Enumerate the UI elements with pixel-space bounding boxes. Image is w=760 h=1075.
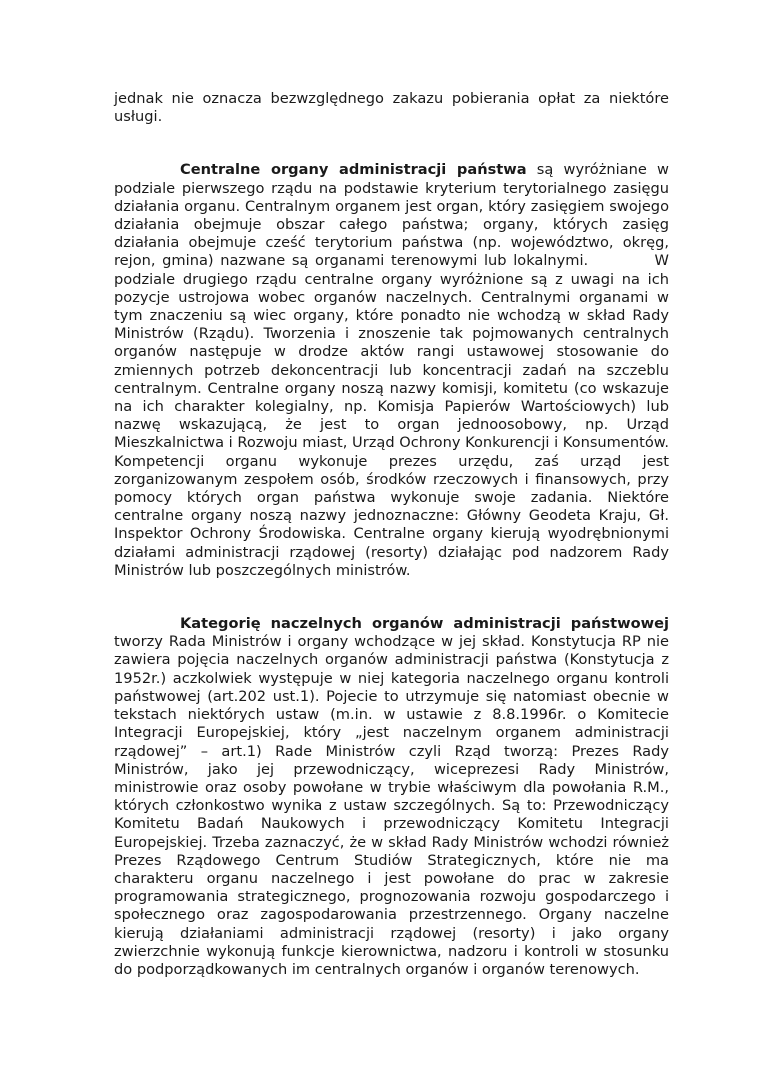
paragraph-central-organs	[114, 161, 674, 580]
paragraph-supreme-organs	[114, 615, 669, 979]
paragraph-continuation	[114, 90, 669, 126]
paragraph-gap	[114, 126, 669, 161]
paragraph-2-text: tworzy Rada Ministrów i organy wchodzące w jej skład. Konstytucja RP nie zawiera pojęcia naczelnych organów administracji państwa (Konstytucja z 1952r.) aczkolwiek występuje w niej kategoria naczelnego organu kontroli państwowej (art.202 ust.1). Pojecie to utrzymuje się natomiast obecnie w tekstach niektórych ustaw (m.in. w ustawie z 8.8.1996r. o Komitecie Integracji Europejskiej, który „jest naczelnym organem administracji rządowej” – art.1) Rade Ministrów czyli Rząd tworzą: Prezes Rady Ministrów, jako jej przewodniczący, wiceprezesi Rady Ministrów, ministrowie oraz osoby powołane w trybie właściwym dla powołania R.M., których członkostwo wynika z ustaw szczególnych. Są to: Przewodniczący Komitetu Badań Naukowych i przewodniczący Komitetu Integracji Europejskiej. Trzeba zaznaczyć, że w skład Rady Ministrów wchodzi również Prezes Rządowego Centrum Studiów Strategicznych, które nie ma charakteru organu naczelnego i jest powołane do prac w zakresie programowania strategicznego, prognozowania rozwoju gospodarczego i społecznego oraz zagospodarowania przestrzennego. Organy naczelne kierują działaniami administracji rządowej (resorty) i jako organy zwierzchnie wykonują funkcje kierownictwa, nadzoru i kontroli w stosunku do podporządkowanych im centralnych organów i organów terenowych.	[114, 633, 669, 978]
document-page	[114, 90, 674, 979]
paragraph-gap	[114, 580, 669, 615]
paragraph-1-text: są wyróżniane w podziale pierwszego rządu na podstawie kryterium terytorialnego zasięgu działania organu. Centralnym organem jest organ, który zasięgiem swojego działania obejmuje obszar całego państwa; organy, których zasięg działania obejmuje cześć terytorium państwa (np. województwo, okręg, rejon, gmina) nazwane są organami terenowymi lub lokalnymi. W podziale drugiego rządu centralne organy wyróżnione są z uwagi na ich pozycje ustrojowa wobec organów naczelnych. Centralnymi organami w tym znaczeniu są wiec organy, które ponadto nie wchodzą w skład Rady Ministrów (Rządu). Tworzenia i znoszenie tak pojmowanych centralnych organów następuje w drodze aktów rangi ustawowej stosowanie do zmiennych potrzeb dekoncentracji lub koncentracji zadań na szczeblu centralnym. Centralne organy noszą nazwy komisji, komitetu (co wskazuje na ich charakter kolegialny, np. Komisja Papierów Wartościowych) lub nazwę wskazującą, że jest to organ jednoosobowy, np. Urząd Mieszkalnictwa i Rozwoju miast, Urząd Ochrony Konkurencji i Konsumentów. Kompetencji organu wykonuje prezes urzędu, zaś urząd jest zorganizowanym zespołem osób, środków rzeczowych i finansowych, przy pomocy których organ państwa wykonuje swoje zadania. Niektóre centralne organy noszą nazwy jednoznaczne: Główny Geodeta Kraju, Gł. Inspektor Ochrony Środowiska. Centralne organy kierują wyodrębnionymi działami administracji rządowej (resorty) działając pod nadzorem Rady Ministrów lub poszczególnych ministrów.	[114, 161, 674, 579]
paragraph-2-lead: Kategorię naczelnych organów administracji państwowej	[180, 615, 669, 633]
paragraph-0-text: jednak nie oznacza bezwzględnego zakazu pobierania opłat za niektóre usługi.	[114, 90, 669, 126]
paragraph-1-lead: Centralne organy administracji państwa	[180, 161, 527, 179]
